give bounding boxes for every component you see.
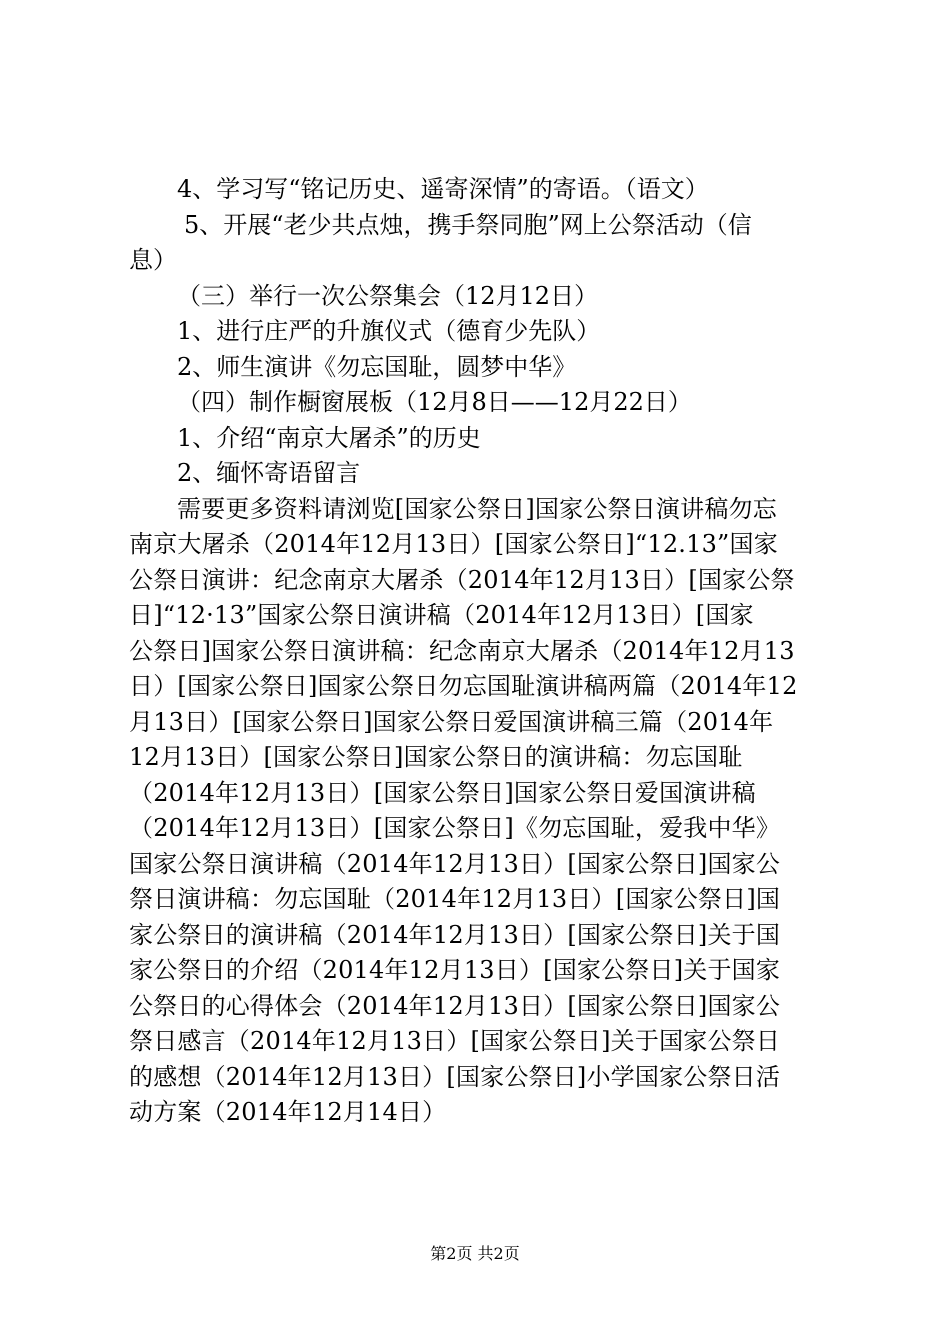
more-resources-line: 公祭日]国家公祭日演讲稿：纪念南京大屠杀（2014年12月13: [129, 636, 795, 665]
section-heading: （三）举行一次公祭集会（12月12日）: [177, 281, 599, 310]
section-heading: （四）制作橱窗展板（12月8日——12月22日）: [177, 388, 692, 416]
list-item: 2、缅怀寄语留言: [177, 459, 361, 487]
more-resources-line: 日]“12·13”国家公祭日演讲稿（2014年12月13日）[国家: [129, 601, 754, 629]
more-resources-line: 动方案（2014年12月14日）: [129, 1098, 447, 1126]
more-resources-line: 月13日）[国家公祭日]国家公祭日爱国演讲稿三篇（2014年: [129, 707, 774, 736]
list-item: 5、开展“老少共点烛，携手祭同胞”网上公祭活动（信: [184, 210, 752, 239]
list-item-continuation: 息）: [129, 246, 177, 274]
more-resources-line: 的感想（2014年12月13日）[国家公祭日]小学国家公祭日活: [129, 1062, 781, 1091]
more-resources-line: 日）[国家公祭日]国家公祭日勿忘国耻演讲稿两篇（2014年12: [129, 672, 798, 700]
list-item: 1、介绍“南京大屠杀”的历史: [177, 423, 481, 452]
more-resources-line: 国家公祭日演讲稿（2014年12月13日）[国家公祭日]国家公: [129, 849, 781, 878]
more-resources-line: 家公祭日的介绍（2014年12月13日）[国家公祭日]关于国家: [129, 956, 781, 984]
list-item: 2、师生演讲《勿忘国耻，圆梦中华》: [177, 352, 577, 381]
list-item: 1、进行庄严的升旗仪式（德育少先队）: [177, 317, 601, 345]
more-resources-line: 公祭日的心得体会（2014年12月13日）[国家公祭日]国家公: [129, 991, 781, 1020]
more-resources-line: 祭日感言（2014年12月13日）[国家公祭日]关于国家公祭日: [129, 1027, 781, 1055]
more-resources-line: 12月13日）[国家公祭日]国家公祭日的演讲稿：勿忘国耻: [129, 743, 743, 771]
more-resources-line: （2014年12月13日）[国家公祭日]《勿忘国耻，爱我中华》: [129, 814, 781, 842]
more-resources-line: 家公祭日的演讲稿（2014年12月13日）[国家公祭日]关于国: [129, 920, 781, 949]
document-body: [129, 172, 829, 1131]
more-resources-line: （2014年12月13日）[国家公祭日]国家公祭日爱国演讲稿: [129, 778, 756, 807]
more-resources-line: 公祭日演讲：纪念南京大屠杀（2014年12月13日）[国家公祭: [129, 565, 795, 594]
page-footer: 第2页 共2页: [430, 1244, 520, 1263]
more-resources-line: 祭日演讲稿：勿忘国耻（2014年12月13日）[国家公祭日]国: [129, 885, 781, 913]
more-resources-line: 南京大屠杀（2014年12月13日）[国家公祭日]“12.13”国家: [129, 530, 778, 558]
more-resources-line: 需要更多资料请浏览[国家公祭日]国家公祭日演讲稿勿忘: [177, 494, 777, 523]
list-item: 4、学习写“铭记历史、遥寄深情”的寄语。（语文）: [177, 175, 709, 203]
